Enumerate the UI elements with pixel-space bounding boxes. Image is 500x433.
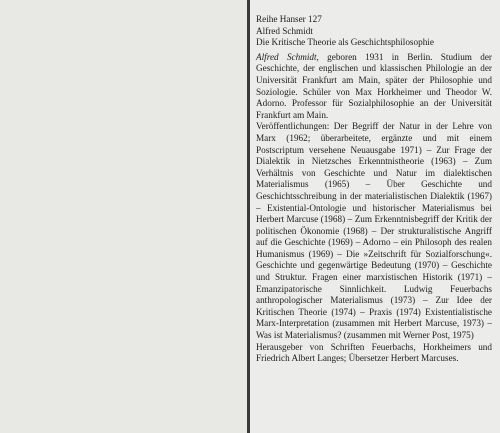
author-line: Alfred Schmidt — [256, 25, 313, 36]
title-line: Die Kritische Theorie als Geschichtsphilosophie — [256, 37, 434, 48]
series-line: Reihe Hanser 127 — [256, 14, 322, 24]
book-header — [256, 14, 492, 49]
publications-paragraph: Veröffentlichungen: Der Begriff der Natur in der Lehre von Marx (1962; überarbeitete, ergänzte und mit einem Postscriptum versehene Neuausgabe 1971) – Zur Frage der Dialektik in Nietzsches Erkenntnistheorie (1963) – Zum Verhältnis von Geschichte und Natur im dialektischen Materialismus (1965) – Über Geschichte und Geschichtsschreibung in der materialistischen Dialektik (1967) – Existential-Ontologie und historischer Materialismus bei Herbert Marcuse (1968) – Zum Erkenntnisbegriff der Kritik der politischen Ökonomie (1968) – Der strukturalistische Angriff auf die Geschichte (1969) – Adorno – ein Philosoph des realen Humanismus (1969) – Die »Zeitschrift für Sozialforschung«. Geschichte und gegenwärtige Bedeutung (1970) – Geschichte und Struktur. Fragen einer marxistischen Historik (1971) – Emanzipatorische Sinnlichkeit. Ludwig Feuerbachs anthropologischer Materialismus (1973) – Zur Idee der Kritischen Theorie (1974) – Praxis (1974) Existentialistische Marx-Interpretation (zusammen mit Herbert Marcuse, 1973) – Was ist Materialismus? (zusammen mit Werner Post, 1975) — [256, 121, 492, 341]
editor-paragraph: Herausgeber von Schriften Feuerbachs, Horkheimers und Friedrich Albert Langes; Übersetzer Herbert Marcuses. — [256, 341, 492, 364]
author-info-text — [256, 14, 492, 365]
biography-text: geboren 1931 in Berlin. Studium der Geschichte, der englischen und klassischen Philologie an der Universität Frankfurt am Main, später der Philosophie und Soziologie. Schüler von Max Horkheimer und Theodor W. Adorno. Professor für Sozialphilosophie an der Universität Frankfurt am Main. — [256, 51, 492, 120]
author-name: Alfred Schmidt, — [256, 51, 319, 62]
biography-paragraph — [256, 52, 492, 122]
